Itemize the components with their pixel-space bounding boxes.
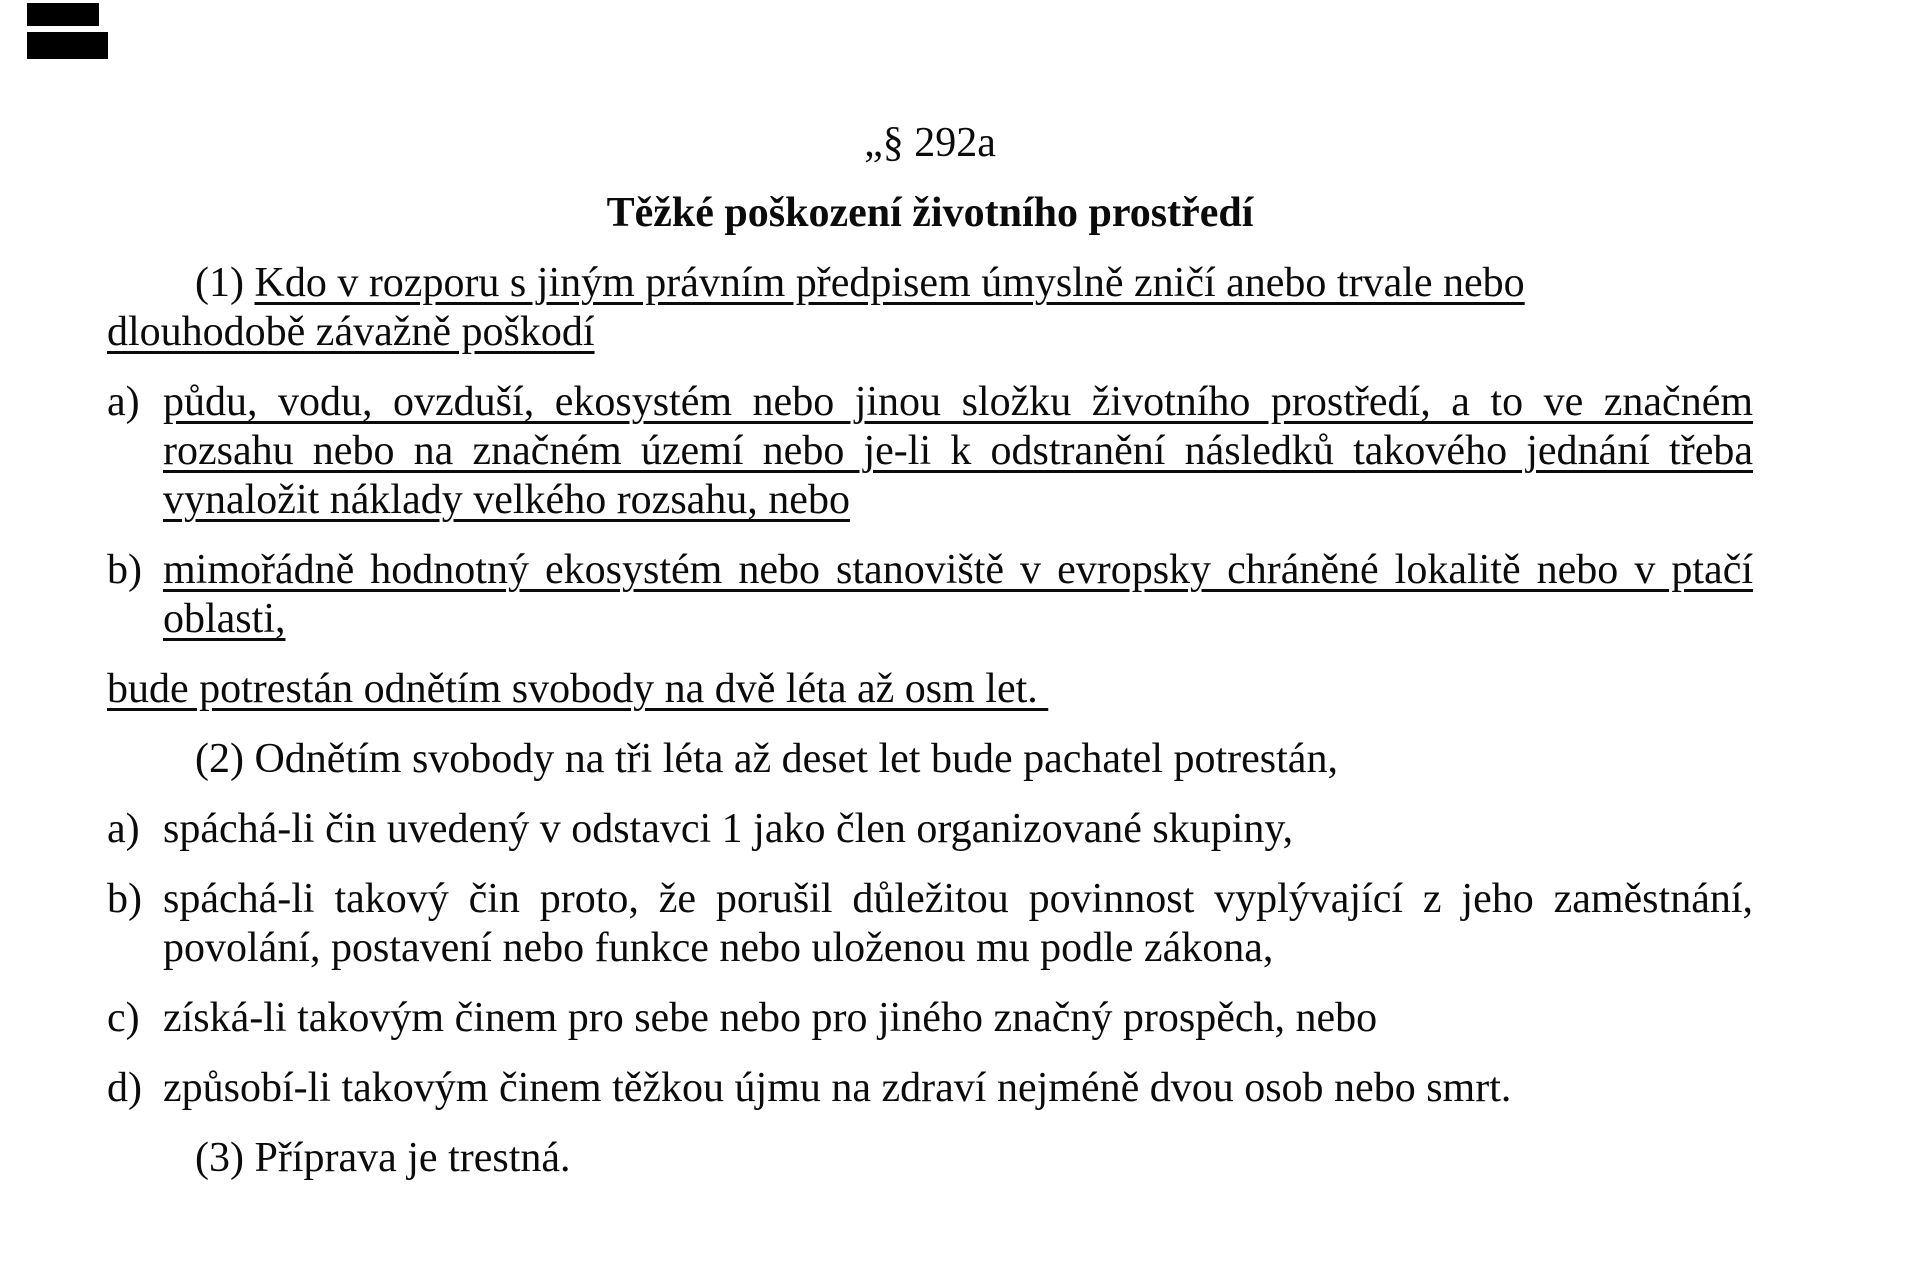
section-title [107,189,1753,238]
item-b-text-2: oblasti, [163,596,286,642]
item-2a-line-1 [107,805,1753,854]
item-2d-line-1 [107,1064,1753,1113]
paragraph-2 [107,735,1753,784]
item-2b-line-1 [107,875,1753,924]
section-number-text: „§ 292a [864,120,996,166]
paragraph-1-text-line-1: Kdo v rozporu s jiným právním předpisem úmyslně zničí anebo trvale nebo [254,260,1525,306]
item-2b-text-1: spáchá-li takový čin proto, že porušil důležitou povinnost vyplývající z jeho zaměstnání, [163,876,1753,922]
item-b-marker: b) [107,547,142,593]
item-2a-marker: a) [107,806,140,852]
item-b [107,546,1753,644]
legal-document [107,119,1753,1204]
item-a-line-2 [163,427,1753,476]
item-a-text-1: půdu, vodu, ovzduší, ekosystém nebo jinou složku životního prostředí, a to ve značném [163,379,1753,425]
item-a-marker: a) [107,379,140,425]
item-2d-text: způsobí-li takovým činem těžkou újmu na zdraví nejméně dvou osob nebo smrt. [163,1065,1512,1111]
item-b-line-1 [107,546,1753,595]
item-2b-text-2: povolání, postavení nebo funkce nebo uloženou mu podle zákona, [163,925,1274,971]
item-a [107,378,1753,525]
item-2c-marker: c) [107,995,140,1041]
redaction-bar [27,32,108,59]
item-b-text-1: mimořádně hodnotný ekosystém nebo stanoviště v evropsky chráněné lokalitě nebo v ptačí [163,547,1753,593]
closing-clause-1-text: bude potrestán odnětím svobody na dvě léta až osm let. [107,666,1049,712]
item-2b-marker: b) [107,876,142,922]
item-a-text-2: rozsahu nebo na značném území nebo je-li k odstranění následků takového jednání třeba [163,428,1753,474]
paragraph-1-number: (1) [195,260,255,306]
item-a-line-1 [107,378,1753,427]
item-2b [107,875,1753,973]
item-a-line-3 [163,476,1753,525]
item-2d [107,1064,1753,1113]
item-b-line-2 [163,595,1753,644]
redaction-bar [27,3,99,26]
paragraph-2-text: (2) Odnětím svobody na tři léta až deset let bude pachatel potrestán, [195,736,1338,782]
paragraph-1-text-line-2: dlouhodobě závažně poškodí [107,309,595,355]
item-2c-line-1 [107,994,1753,1043]
item-2d-marker: d) [107,1065,142,1111]
item-2a-text: spáchá-li čin uvedený v odstavci 1 jako člen organizované skupiny, [163,806,1294,852]
item-2b-line-2 [163,924,1753,973]
paragraph-3-text: (3) Příprava je trestná. [195,1135,571,1181]
item-a-text-3: vynaložit náklady velkého rozsahu, nebo [163,477,850,523]
paragraph-3 [107,1134,1753,1183]
item-2c [107,994,1753,1043]
paragraph-1 [107,259,1753,357]
closing-clause-1 [107,665,1753,714]
item-2c-text: získá-li takovým činem pro sebe nebo pro jiného značný prospěch, nebo [163,995,1378,1041]
item-2a [107,805,1753,854]
section-title-text: Těžké poškození životního prostředí [606,190,1254,236]
section-number [107,119,1753,168]
